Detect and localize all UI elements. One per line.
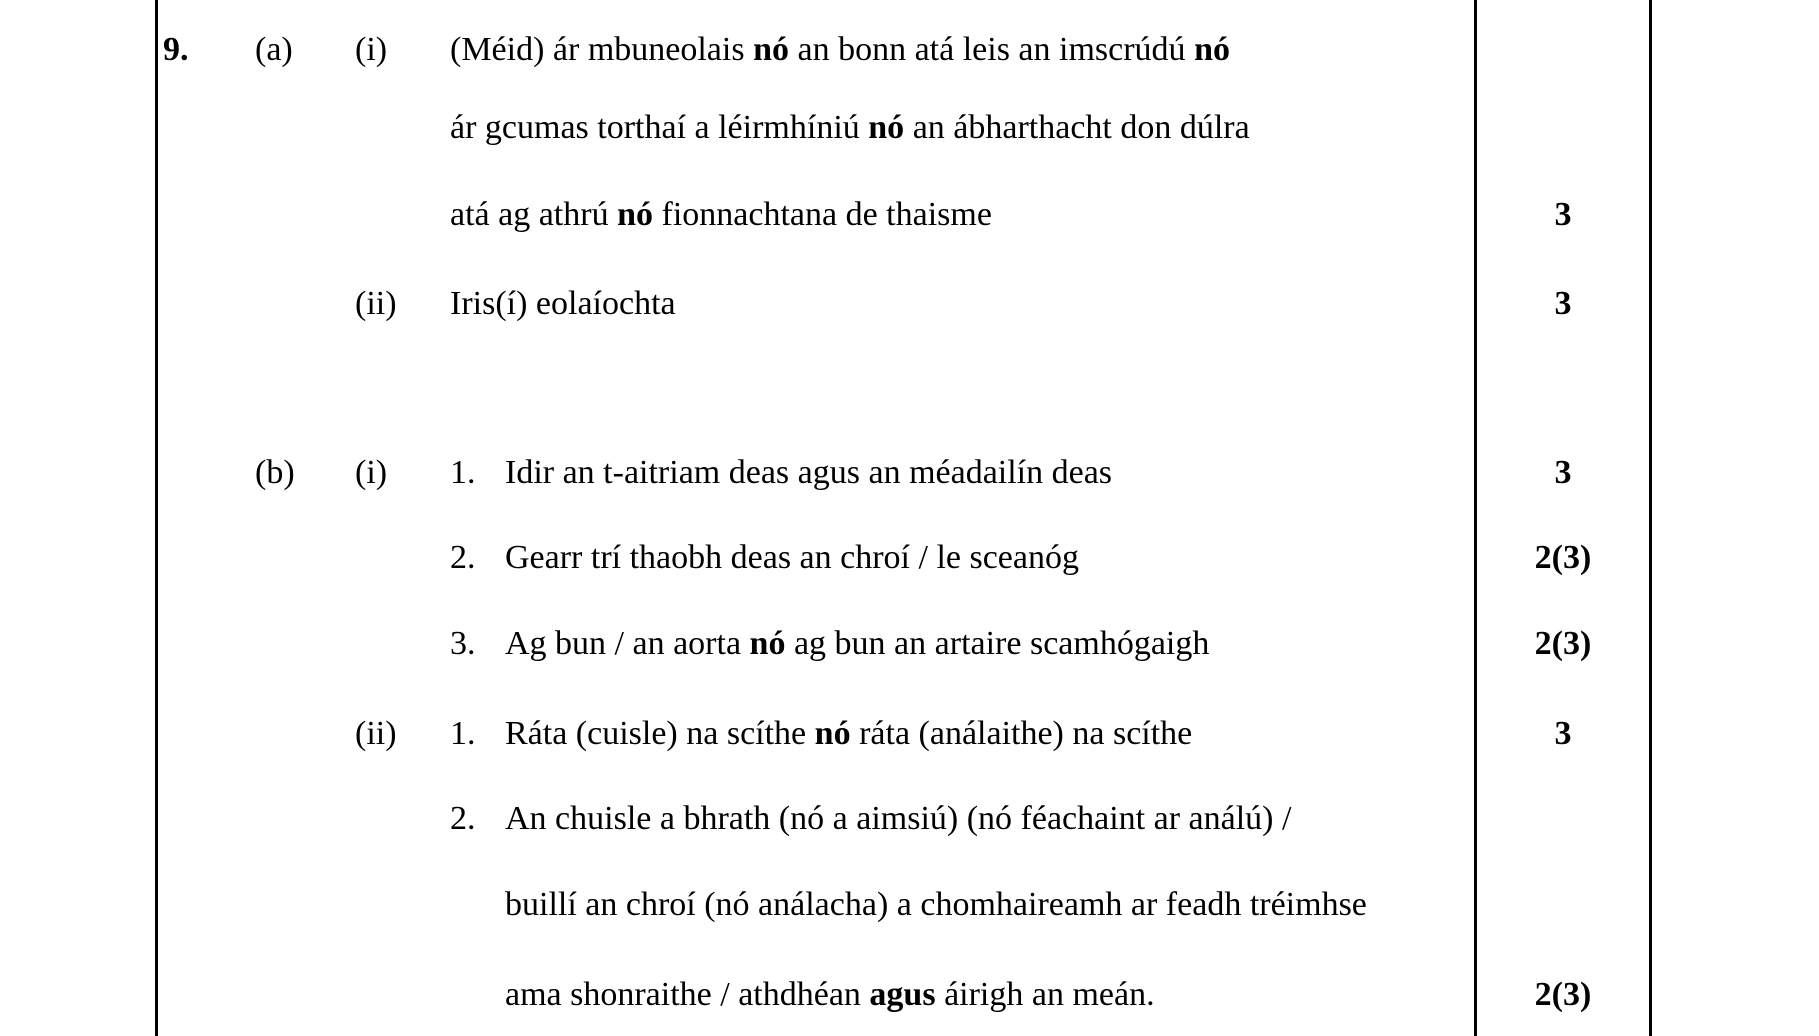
subpart-label: (i) bbox=[355, 454, 388, 491]
answer-text bbox=[450, 24, 1230, 76]
answer-text-regular: an bonn atá leis an imscrúdú bbox=[789, 31, 1195, 68]
answer-text-bold: nó bbox=[868, 109, 905, 146]
part-label: (b) bbox=[255, 454, 295, 491]
part-label: (a) bbox=[255, 31, 293, 68]
table-row bbox=[0, 708, 1819, 760]
mark-value: 3 bbox=[1554, 715, 1572, 752]
subpart-label: (ii) bbox=[355, 285, 397, 322]
table-row bbox=[0, 447, 1819, 499]
answer-text-regular: áirigh an meán. bbox=[935, 976, 1155, 1013]
answer-text-regular: buillí an chroí (nó análacha) a chomhaireamh ar feadh tréimhse bbox=[505, 886, 1367, 923]
question-number: 9. bbox=[163, 31, 189, 68]
answer-text-regular: ag bun an artaire scamhógaigh bbox=[785, 625, 1210, 662]
mark-value: 2(3) bbox=[1534, 625, 1592, 662]
mark-value: 3 bbox=[1554, 285, 1572, 322]
table-row bbox=[0, 278, 1819, 330]
answer-text bbox=[505, 618, 1209, 670]
answer-text-bold: agus bbox=[869, 976, 936, 1013]
answer-text bbox=[450, 278, 676, 330]
table-row bbox=[0, 24, 1819, 76]
item-number: 2. bbox=[450, 800, 476, 837]
mark-value: 2(3) bbox=[1534, 976, 1592, 1013]
answer-text-bold: nó bbox=[1194, 31, 1230, 68]
table-row bbox=[0, 102, 1819, 154]
answer-text-regular: (Méid) ár mbuneolais bbox=[450, 31, 754, 68]
answer-text-regular: Ráta (cuisle) na scíthe bbox=[505, 715, 815, 752]
answer-text bbox=[505, 793, 1291, 845]
answer-text-regular: An chuisle a bhrath (nó a aimsiú) (nó féachaint ar análú) / bbox=[505, 800, 1292, 837]
item-number: 3. bbox=[450, 625, 476, 662]
answer-text-regular: ráta (análaithe) na scíthe bbox=[850, 715, 1193, 752]
table-row bbox=[0, 532, 1819, 584]
answer-text-regular: atá ag athrú bbox=[450, 196, 618, 233]
answer-text bbox=[450, 189, 992, 241]
item-number: 2. bbox=[450, 539, 476, 576]
answer-text-bold: nó bbox=[749, 625, 786, 662]
answer-text bbox=[505, 447, 1112, 499]
answer-text-regular: Ag bun / an aorta bbox=[505, 625, 750, 662]
answer-text bbox=[450, 102, 1250, 154]
mark-value: 2(3) bbox=[1534, 539, 1592, 576]
answer-text-regular: ama shonraithe / athdhéan bbox=[505, 976, 870, 1013]
table-row bbox=[0, 969, 1819, 1021]
subpart-label: (ii) bbox=[355, 715, 397, 752]
table-row bbox=[0, 879, 1819, 931]
item-number: 1. bbox=[450, 454, 476, 491]
answer-text-regular: Gearr trí thaobh deas an chroí / le sceanóg bbox=[505, 539, 1079, 576]
mark-value: 3 bbox=[1554, 454, 1572, 491]
table-row bbox=[0, 618, 1819, 670]
answer-text-bold: nó bbox=[753, 31, 789, 68]
item-number: 1. bbox=[450, 715, 476, 752]
answer-text bbox=[505, 969, 1155, 1021]
answer-text-bold: nó bbox=[617, 196, 653, 233]
answer-text-regular: Iris(í) eolaíochta bbox=[450, 285, 676, 322]
table-row bbox=[0, 189, 1819, 241]
table-row bbox=[0, 793, 1819, 845]
answer-text bbox=[505, 532, 1079, 584]
answer-text-regular: Idir an t-aitriam deas agus an méadailín deas bbox=[505, 454, 1113, 491]
answer-text bbox=[505, 708, 1192, 760]
answer-text-regular: ár gcumas torthaí a léirmhíniú bbox=[450, 109, 869, 146]
subpart-label: (i) bbox=[355, 31, 388, 68]
answer-text-regular: fionnachtana de thaisme bbox=[653, 196, 992, 233]
answer-text bbox=[505, 879, 1367, 931]
answer-text-regular: an ábharthacht don dúlra bbox=[904, 109, 1250, 146]
mark-value: 3 bbox=[1554, 196, 1572, 233]
answer-text-bold: nó bbox=[814, 715, 851, 752]
